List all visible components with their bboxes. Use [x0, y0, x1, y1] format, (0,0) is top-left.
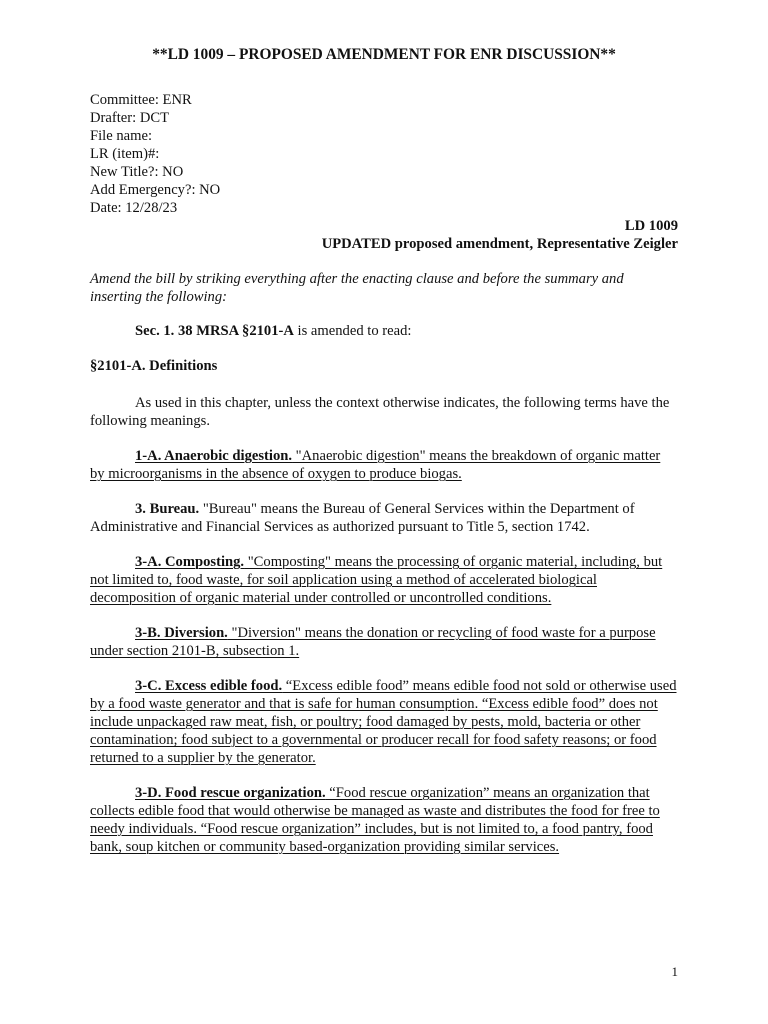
definition-label: 3. Bureau. [135, 501, 200, 517]
definition-diversion [90, 624, 678, 660]
definition-text: "Diversion" means the donation or recycling of food waste for a purpose under section 2101-B, subsection 1. [90, 625, 656, 659]
definition-label: 1-A. Anaerobic digestion. [135, 448, 293, 464]
definition-composting [90, 553, 678, 607]
meta-new-title: New Title?: NO [90, 164, 184, 180]
amendment-heading [90, 217, 678, 253]
definition-label: 3-A. Composting. [135, 554, 245, 570]
definition-text: "Bureau" means the Bureau of General Services within the Department of Administrative and Financial Services as authorized pursuant to Title 5, section 1742. [90, 501, 635, 535]
section-label: Sec. 1. 38 MRSA §2101-A [135, 323, 294, 339]
meta-committee: Committee: ENR [90, 92, 192, 108]
definition-excess-edible-food [90, 677, 678, 767]
definition-text: “Excess edible food” means edible food not sold or otherwise used by a food waste generator and that is safe for human consumption. “Excess edible food” does not include unpackaged raw meat, fish, or poultry; food damaged by pests, mold, bacteria or other contamination; food subject to a governmental or producer recall for food safety reasons; or food returned to a supplier by the generator. [90, 678, 677, 766]
definition-bureau [90, 500, 678, 536]
definition-label: 3-D. Food rescue organization. [135, 785, 326, 801]
definition-text: "Anaerobic digestion" means the breakdown of organic matter by microorganisms in the absence of oxygen to produce biogas. [90, 448, 661, 482]
definition-text: “Food rescue organization” means an organization that collects edible food that would otherwise be managed as waste and distributes the food for free to needy individuals. “Food rescue organization” includes, but is not limited to, a food pantry, food bank, soup kitchen or community based-organization providing similar services. [90, 785, 660, 855]
section-heading: §2101-A. Definitions [90, 358, 218, 374]
metadata-block [90, 91, 678, 217]
section-line [90, 322, 678, 340]
meta-lr-item: LR (item)#: [90, 146, 160, 162]
amendment-title: UPDATED proposed amendment, Representative Zeigler [321, 236, 678, 252]
definition-label: 3-B. Diversion. [135, 625, 228, 641]
bill-number: LD 1009 [624, 218, 678, 234]
meta-add-emergency: Add Emergency?: NO [90, 182, 221, 198]
definition-anaerobic-digestion [90, 447, 678, 483]
document-title: **LD 1009 – PROPOSED AMENDMENT FOR ENR DISCUSSION** [152, 46, 616, 63]
definition-text: "Composting" means the processing of organic material, including, but not limited to, food waste, for soil application using a method of accelerated biological decomposition of organic material under controlled or uncontrolled conditions. [90, 554, 663, 606]
meta-drafter: Drafter: DCT [90, 110, 170, 126]
definitions-intro: As used in this chapter, unless the context otherwise indicates, the following terms have the following meanings. [90, 395, 670, 429]
meta-date: Date: 12/28/23 [90, 200, 178, 216]
page-number: 1 [671, 964, 678, 979]
section-text: is amended to read: [293, 323, 412, 339]
definition-food-rescue-organization [90, 784, 678, 856]
amendment-instruction: Amend the bill by striking everything after the enacting clause and before the summary and inserting the following: [90, 271, 624, 305]
meta-file-name: File name: [90, 128, 153, 144]
definition-label: 3-C. Excess edible food. [135, 678, 283, 694]
